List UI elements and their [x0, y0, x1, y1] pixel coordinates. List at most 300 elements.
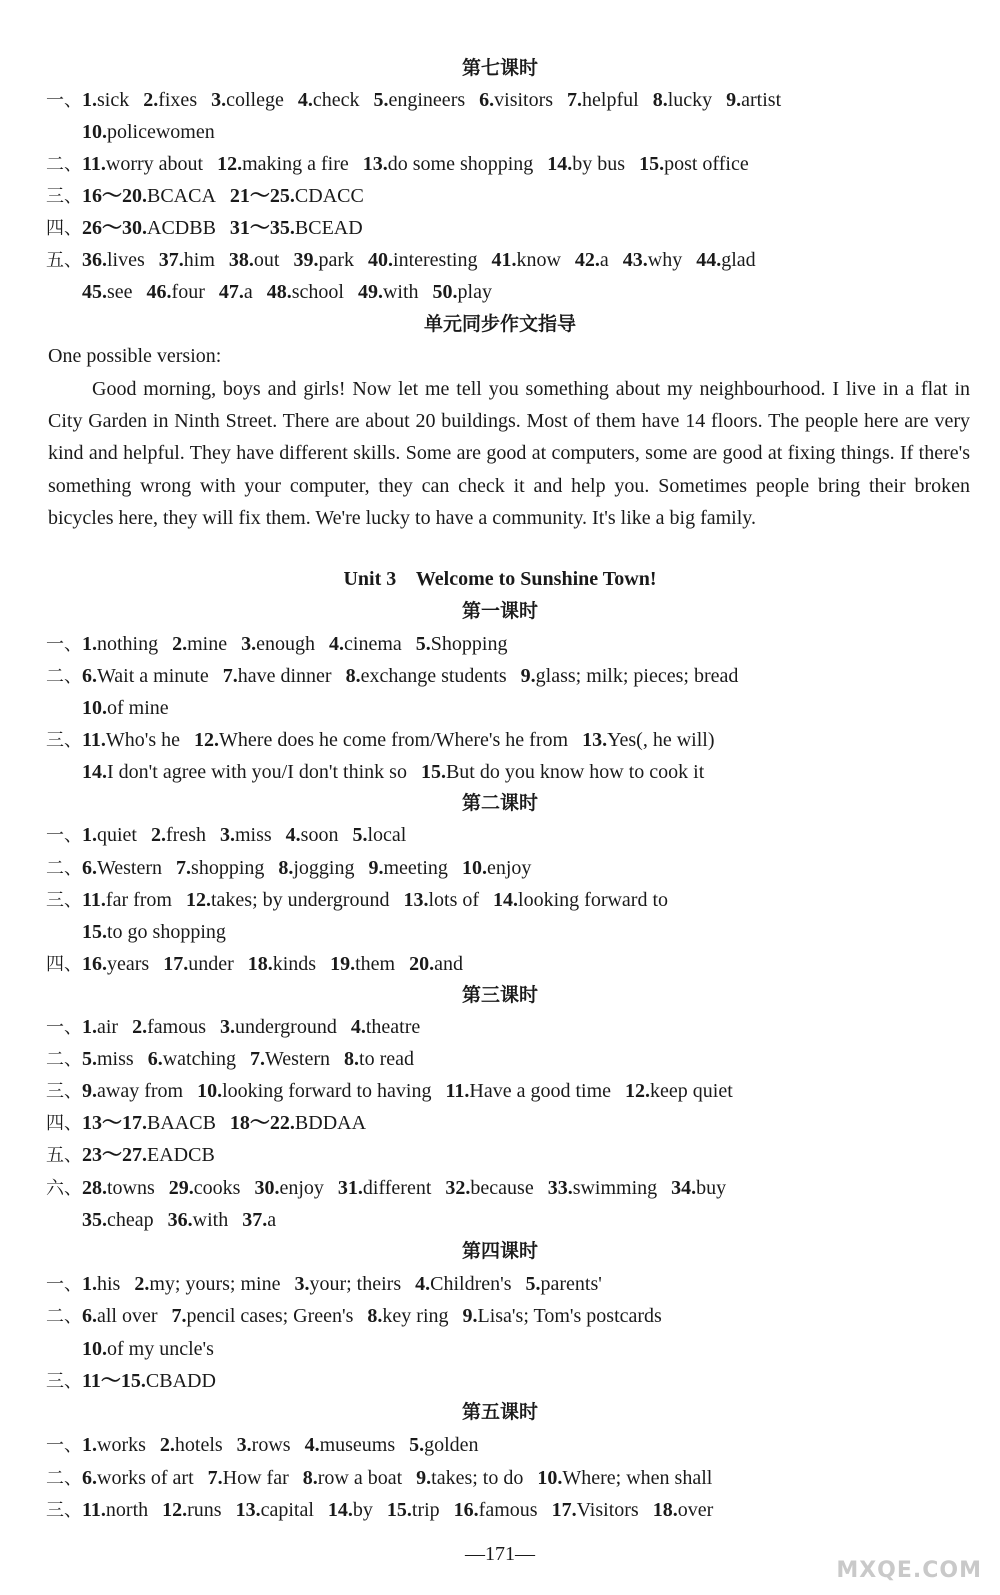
lesson-heading: 单元同步作文指导	[423, 313, 576, 335]
answer-line	[0, 1497, 990, 1524]
question-number: 11～15.	[82, 1370, 146, 1392]
question-number: 12.	[162, 1499, 188, 1521]
question-number: 5.	[352, 824, 368, 846]
answer-item	[623, 247, 682, 273]
answer-text: glad	[721, 249, 756, 271]
answer-item	[148, 1046, 236, 1072]
answer-text: enough	[256, 633, 316, 655]
question-number: 10.	[82, 697, 107, 719]
answer-item	[696, 247, 755, 273]
lesson-heading: 第三课时	[461, 984, 538, 1006]
answer-line	[0, 727, 990, 754]
section-marker: 五、	[46, 250, 82, 271]
answer-text: engineers	[388, 89, 466, 111]
answer-item	[143, 87, 197, 113]
answer-text: Who's he	[105, 729, 181, 751]
answer-text: works	[97, 1434, 146, 1456]
answer-item	[211, 87, 284, 113]
answer-text: watching	[162, 1048, 236, 1070]
answer-line	[0, 663, 990, 690]
answer-item	[197, 1078, 431, 1104]
question-number: 30.	[254, 1177, 280, 1199]
answer-item	[726, 87, 781, 113]
answer-text: and	[434, 953, 463, 975]
answer-line	[0, 1046, 990, 1073]
question-number: 17.	[551, 1499, 577, 1521]
question-number: 1.	[82, 89, 97, 111]
question-number: 18～22.	[229, 1112, 295, 1134]
question-number: 5.	[415, 633, 431, 655]
question-number: 3.	[294, 1273, 310, 1295]
answer-item	[236, 1497, 314, 1523]
answer-text: four	[171, 281, 205, 303]
answer-item	[639, 151, 749, 177]
answer-item	[230, 215, 363, 241]
answer-text: quiet	[97, 824, 137, 846]
answer-line	[0, 951, 990, 978]
answer-text: cinema	[344, 633, 402, 655]
answer-text: miss	[234, 824, 272, 846]
answer-item	[82, 631, 158, 657]
question-number: 2.	[134, 1273, 150, 1295]
question-number: 13.	[362, 153, 388, 175]
question-number: 3.	[241, 633, 257, 655]
answer-item	[653, 87, 712, 113]
question-number: 15.	[639, 153, 665, 175]
question-number: 16.	[82, 953, 107, 975]
answer-text: lots of	[428, 889, 480, 911]
question-number: 6.	[82, 1467, 97, 1489]
answer-item	[537, 1465, 712, 1491]
answer-text: do some shopping	[387, 153, 534, 175]
answer-text: glass; milk; pieces; bread	[535, 665, 739, 687]
question-number: 39.	[293, 249, 319, 271]
answer-text: park	[318, 249, 355, 271]
answer-item	[369, 855, 448, 881]
answer-line	[0, 1368, 990, 1395]
answer-item	[172, 631, 227, 657]
answer-item	[367, 1303, 448, 1329]
question-number: 14.	[327, 1499, 353, 1521]
answer-line	[0, 759, 1000, 785]
question-number: 15.	[82, 921, 107, 943]
answer-line	[0, 1078, 990, 1105]
answer-item	[168, 1207, 229, 1233]
answer-item	[552, 1497, 639, 1523]
answer-item	[162, 1497, 221, 1523]
answer-text: him	[183, 249, 215, 271]
answer-item	[82, 855, 162, 881]
answer-item	[352, 822, 406, 848]
answer-item	[575, 247, 609, 273]
answer-text: artist	[741, 89, 782, 111]
question-number: 2.	[132, 1016, 148, 1038]
answer-item	[82, 151, 203, 177]
answer-text: enjoy	[279, 1177, 324, 1199]
question-number: 43.	[622, 249, 648, 271]
answer-text: looking forward to	[518, 889, 669, 911]
question-number: 28.	[82, 1177, 107, 1199]
answer-item	[219, 279, 253, 305]
answer-line	[0, 1142, 990, 1169]
question-number: 46.	[146, 281, 172, 303]
answer-text: enjoy	[486, 857, 532, 879]
answer-text: because	[470, 1177, 534, 1199]
question-number: 26～30.	[82, 217, 147, 239]
answer-item	[82, 1336, 214, 1362]
answer-item	[82, 1110, 216, 1136]
question-number: 12.	[217, 153, 243, 175]
answer-item	[242, 1207, 276, 1233]
answer-line	[0, 215, 990, 242]
answer-text: miss	[97, 1048, 134, 1070]
answer-item	[387, 1497, 440, 1523]
question-number: 11.	[82, 889, 106, 911]
answer-item	[250, 1046, 330, 1072]
section-marker: 二、	[46, 1049, 82, 1070]
answer-text: sick	[97, 89, 130, 111]
question-number: 45.	[82, 281, 107, 303]
answer-text: visitors	[494, 89, 554, 111]
answer-text: your; theirs	[309, 1273, 402, 1295]
answer-item	[194, 727, 568, 753]
answer-text: local	[367, 824, 407, 846]
answer-item	[176, 855, 264, 881]
answer-item	[344, 1046, 414, 1072]
answer-item	[445, 1175, 533, 1201]
answer-text: famous	[147, 1016, 206, 1038]
answer-line	[0, 1175, 990, 1202]
answer-text: by	[352, 1499, 373, 1521]
answer-item	[330, 951, 395, 977]
question-number: 14.	[493, 889, 519, 911]
sample-label: One possible version:	[48, 345, 222, 367]
answer-item	[82, 695, 169, 721]
question-number: 2.	[159, 1434, 175, 1456]
answer-item	[462, 855, 531, 881]
answer-line	[0, 919, 1000, 945]
question-number: 14.	[82, 761, 107, 783]
answer-text: check	[312, 89, 360, 111]
answer-item	[582, 727, 714, 753]
question-number: 7.	[207, 1467, 223, 1489]
answer-item	[328, 1497, 373, 1523]
question-number: 38.	[228, 249, 254, 271]
answer-item	[548, 1175, 657, 1201]
answer-text: far from	[105, 889, 172, 911]
answer-text: underground	[234, 1016, 337, 1038]
answer-text: of mine	[107, 697, 169, 719]
answer-text: I don't agree with you/I don't think so	[107, 761, 407, 783]
answer-item	[416, 1465, 523, 1491]
answer-text: CDACC	[294, 185, 364, 207]
question-number: 9.	[726, 89, 742, 111]
answer-text: mine	[187, 633, 228, 655]
answer-item	[134, 1271, 280, 1297]
answer-item	[433, 279, 492, 305]
answer-line	[0, 695, 1000, 721]
question-number: 18.	[247, 953, 273, 975]
answer-text: to read	[359, 1048, 415, 1070]
question-number: 42.	[574, 249, 600, 271]
question-number: 10.	[82, 1338, 107, 1360]
question-number: 15.	[420, 761, 446, 783]
answer-text: by bus	[572, 153, 626, 175]
question-number: 12.	[625, 1080, 651, 1102]
question-number: 6.	[82, 665, 97, 687]
question-number: 15.	[386, 1499, 412, 1521]
answer-line	[0, 1110, 990, 1137]
question-number: 13～17.	[82, 1112, 147, 1134]
answer-item	[463, 1303, 662, 1329]
answer-item	[82, 1078, 183, 1104]
question-number: 35.	[82, 1209, 107, 1231]
section-marker: 五、	[46, 1145, 82, 1166]
answer-text: shopping	[191, 857, 265, 879]
answer-item	[147, 279, 205, 305]
answer-item	[305, 1432, 396, 1458]
answer-text: Lisa's; Tom's postcards	[477, 1305, 662, 1327]
answer-text: college	[226, 89, 284, 111]
answer-line	[0, 1465, 990, 1492]
answer-item	[82, 119, 215, 145]
answer-line	[0, 1303, 990, 1330]
question-number: 2.	[172, 633, 188, 655]
answer-item	[671, 1175, 726, 1201]
answer-text: post office	[664, 153, 749, 175]
answer-text: them	[355, 953, 396, 975]
question-number: 1.	[82, 1016, 97, 1038]
question-number: 5.	[525, 1273, 541, 1295]
answer-line	[0, 887, 990, 914]
question-number: 13.	[582, 729, 608, 751]
question-number: 9.	[82, 1080, 97, 1102]
question-number: 13.	[235, 1499, 261, 1521]
answer-text: with	[192, 1209, 229, 1231]
question-number: 6.	[82, 1305, 97, 1327]
answer-item	[415, 1271, 511, 1297]
answer-text: kinds	[272, 953, 317, 975]
question-number: 3.	[219, 1016, 235, 1038]
question-number: 5.	[409, 1434, 425, 1456]
answer-text: buy	[696, 1177, 727, 1199]
answer-line	[0, 855, 990, 882]
answer-item	[169, 1175, 241, 1201]
section-marker: 三、	[46, 186, 82, 207]
answer-item	[217, 151, 349, 177]
question-number: 6.	[147, 1048, 163, 1070]
answer-line	[0, 1207, 1000, 1233]
answer-text: rows	[251, 1434, 291, 1456]
answer-text: cheap	[107, 1209, 154, 1231]
question-number: 23～27.	[82, 1144, 147, 1166]
question-number: 3.	[219, 824, 235, 846]
answer-text: BCACA	[147, 185, 216, 207]
question-number: 4.	[329, 633, 345, 655]
question-number: 1.	[82, 633, 97, 655]
question-number: 12.	[185, 889, 211, 911]
answer-text: have dinner	[237, 665, 332, 687]
answer-text: pencil cases; Green's	[186, 1305, 354, 1327]
question-number: 10.	[82, 121, 107, 143]
answer-item	[403, 887, 479, 913]
answer-text: trip	[411, 1499, 440, 1521]
question-number: 9.	[520, 665, 536, 687]
answer-text: looking forward to having	[222, 1080, 432, 1102]
question-number: 36.	[82, 249, 107, 271]
section-marker: 一、	[46, 1017, 82, 1038]
lesson-heading: 第二课时	[461, 792, 538, 814]
answer-text: all over	[97, 1305, 158, 1327]
answer-item	[409, 951, 463, 977]
question-number: 20.	[409, 953, 435, 975]
answer-item	[82, 727, 180, 753]
answer-text: keep quiet	[650, 1080, 733, 1102]
answer-item	[409, 1432, 478, 1458]
answer-text: away from	[97, 1080, 184, 1102]
question-number: 13.	[403, 889, 429, 911]
answer-item	[82, 215, 216, 241]
section-marker: 一、	[46, 1274, 82, 1295]
answer-item	[82, 1432, 146, 1458]
question-number: 7.	[567, 89, 583, 111]
answer-item	[491, 247, 560, 273]
answer-line	[0, 1014, 990, 1041]
question-number: 14.	[547, 153, 573, 175]
section-marker: 二、	[46, 1468, 82, 1489]
question-number: 10.	[461, 857, 487, 879]
answer-text: hotels	[174, 1434, 223, 1456]
answer-text: Visitors	[576, 1499, 639, 1521]
answer-text: fresh	[166, 824, 206, 846]
question-number: 9.	[462, 1305, 478, 1327]
section-marker: 二、	[46, 666, 82, 687]
answer-item	[82, 919, 226, 945]
answer-item	[493, 887, 668, 913]
answer-item	[267, 279, 344, 305]
answer-text: interesting	[393, 249, 478, 271]
answer-text: soon	[300, 824, 339, 846]
answer-text: Western	[265, 1048, 331, 1070]
answer-item	[82, 1142, 215, 1168]
answer-text: fixes	[158, 89, 198, 111]
question-number: 1.	[82, 1434, 97, 1456]
answer-text: parents'	[540, 1273, 602, 1295]
section-marker: 六、	[46, 1178, 82, 1199]
answer-text: CBADD	[145, 1370, 216, 1392]
answer-item	[479, 87, 553, 113]
question-number: 4.	[304, 1434, 320, 1456]
question-number: 7.	[222, 665, 238, 687]
answer-item	[82, 759, 407, 785]
answer-item	[293, 247, 354, 273]
question-number: 49.	[357, 281, 383, 303]
question-number: 34.	[671, 1177, 697, 1199]
answer-text: north	[105, 1499, 149, 1521]
question-number: 8.	[278, 857, 294, 879]
answer-item	[132, 1014, 206, 1040]
question-number: 47.	[218, 281, 244, 303]
answer-item	[223, 663, 332, 689]
answer-item	[303, 1465, 402, 1491]
question-number: 4.	[350, 1016, 366, 1038]
answer-text: play	[457, 281, 492, 303]
question-number: 6.	[479, 89, 495, 111]
answer-item	[374, 87, 466, 113]
question-number: 37.	[158, 249, 184, 271]
lesson-heading: 第一课时	[461, 600, 538, 622]
answer-item	[82, 822, 137, 848]
answer-item	[363, 151, 534, 177]
section-marker: 一、	[46, 634, 82, 655]
answer-item	[454, 1497, 538, 1523]
answer-item	[220, 822, 272, 848]
question-number: 8.	[344, 1048, 360, 1070]
answer-item	[286, 822, 339, 848]
section-marker: 三、	[46, 890, 82, 911]
answer-text: meeting	[383, 857, 448, 879]
answer-item	[329, 631, 402, 657]
answer-text: Shopping	[430, 633, 508, 655]
answer-item	[358, 279, 419, 305]
question-number: 8.	[345, 665, 361, 687]
answer-item	[82, 1465, 194, 1491]
answer-text: EADCB	[147, 1144, 215, 1166]
section-marker: 一、	[46, 825, 82, 846]
answer-text: key ring	[382, 1305, 449, 1327]
section-marker: 三、	[46, 1371, 82, 1392]
answer-text: my; yours; mine	[149, 1273, 281, 1295]
watermark: MXQE.COM	[836, 1558, 982, 1583]
answer-item	[241, 631, 315, 657]
answer-text: Children's	[430, 1273, 512, 1295]
answer-line	[0, 1432, 990, 1459]
answer-item	[172, 1303, 354, 1329]
question-number: 3.	[211, 89, 227, 111]
question-number: 7.	[171, 1305, 187, 1327]
answer-item	[368, 247, 477, 273]
question-number: 19.	[330, 953, 356, 975]
answer-item	[82, 1497, 148, 1523]
answer-item	[82, 951, 149, 977]
question-number: 16.	[453, 1499, 479, 1521]
section-marker: 四、	[46, 218, 82, 239]
answer-item	[229, 247, 280, 273]
answer-text: famous	[478, 1499, 538, 1521]
answer-text: nothing	[97, 633, 159, 655]
answer-item	[351, 1014, 420, 1040]
question-number: 1.	[82, 824, 97, 846]
section-marker: 四、	[46, 954, 82, 975]
question-number: 36.	[167, 1209, 193, 1231]
answer-text: BCEAD	[294, 217, 363, 239]
answer-item	[230, 1110, 366, 1136]
answer-line	[0, 822, 990, 849]
question-number: 31.	[337, 1177, 363, 1199]
answer-line	[0, 119, 1000, 145]
answer-text: works of art	[97, 1467, 194, 1489]
question-number: 8.	[302, 1467, 318, 1489]
answer-text: a	[243, 281, 253, 303]
answer-text: Wait a minute	[97, 665, 209, 687]
question-number: 11.	[82, 153, 106, 175]
answer-text: school	[291, 281, 344, 303]
question-number: 18.	[652, 1499, 678, 1521]
question-number: 41.	[491, 249, 517, 271]
question-number: 8.	[652, 89, 668, 111]
answer-line	[0, 1271, 990, 1298]
answer-item	[547, 151, 625, 177]
